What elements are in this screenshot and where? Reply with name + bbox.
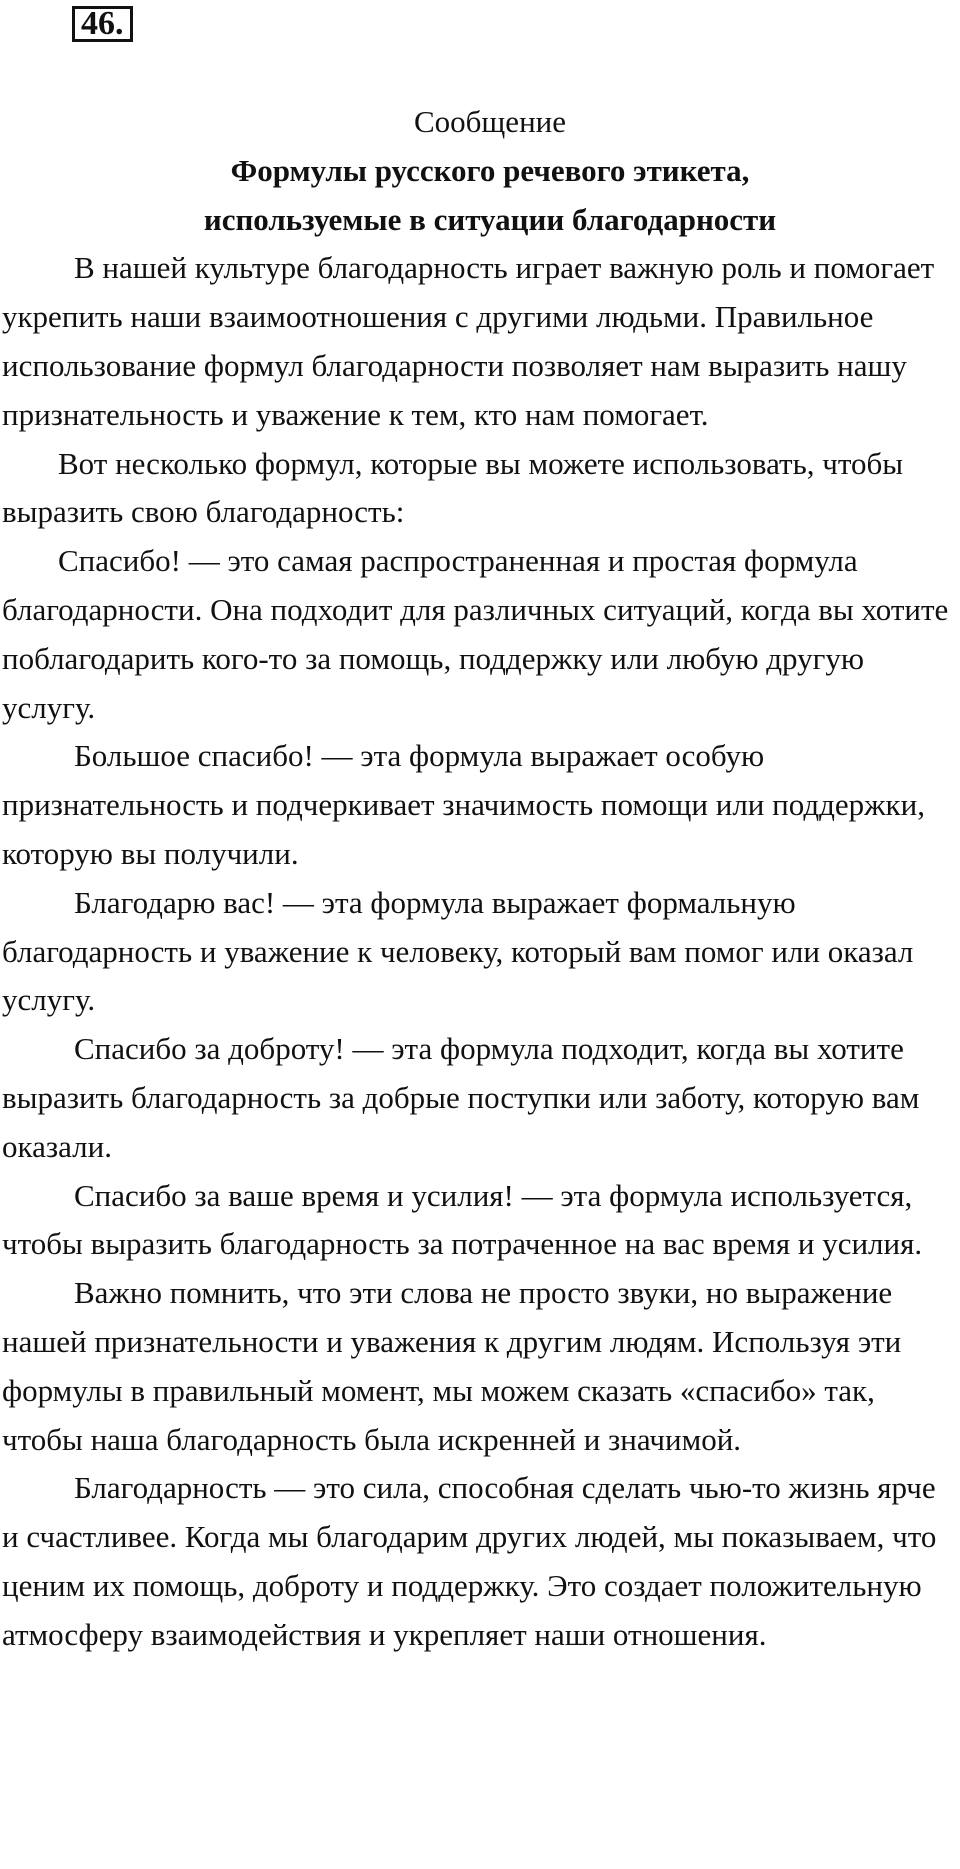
- task-number: 46.: [81, 5, 124, 42]
- paragraph-formula-blagodaryu-vas: Благодарю вас! — эта формула выражает формальную благодарность и уважение к человеку, который вам помог или оказал услугу.: [2, 884, 914, 1018]
- paragraph-formula-bolshoe-spasibo: Большое спасибо! — эта формула выражает особую признательность и подчеркивает значимость помощи или поддержки, которую вы получили.: [2, 738, 925, 871]
- paragraph-formula-za-dobrotu: Спасибо за доброту! — эта формула подходит, когда вы хотите выразить благодарность за добрые поступки или заботу, которую вам оказали.: [2, 1031, 920, 1164]
- document-title-line-2: используемые в ситуации благодарности: [203, 201, 777, 237]
- paragraph-intro: В нашей культуре благодарность играет важную роль и помогает укрепить наши взаимоотношения с другими людьми. Правильное использование формул благодарности позволяет нам выразить нашу признательность и уважение к тем, кто нам помогает.: [2, 250, 935, 432]
- paragraph-list-intro: Вот несколько формул, которые вы можете использовать, чтобы выразить свою благодарность:: [2, 445, 904, 530]
- genre-label: Сообщение: [413, 104, 567, 139]
- paragraph-conclusion: Благодарность — это сила, способная сделать чью-то жизнь ярче и счастливее. Когда мы благодарим других людей, мы показываем, что ценим их помощь, доброту и поддержку. Это создает положительную атмосферу взаимодействия и укрепляет наши отношения.: [2, 1470, 937, 1652]
- task-number-box: [72, 6, 133, 42]
- paragraph-formula-spasibo: Спасибо! — это самая распространенная и простая формула благодарности. Она подходит для различных ситуаций, когда вы хотите поблагодарить кого-то за помощь, поддержку или любую другую услугу.: [2, 543, 949, 725]
- document-body: [2, 98, 958, 1660]
- document-title-line-1: Формулы русского речевого этикета,: [230, 152, 750, 188]
- paragraph-formula-za-vremya: Спасибо за ваше время и усилия! — эта формула используется, чтобы выразить благодарность за потраченное на вас время и усилия.: [2, 1177, 923, 1262]
- paragraph-importance: Важно помнить, что эти слова не просто звуки, но выражение нашей признательности и уважения к другим людям. Используя эти формулы в правильный момент, мы можем сказать «спасибо» так, чтобы наша благодарность была искренней и значимой.: [2, 1275, 902, 1457]
